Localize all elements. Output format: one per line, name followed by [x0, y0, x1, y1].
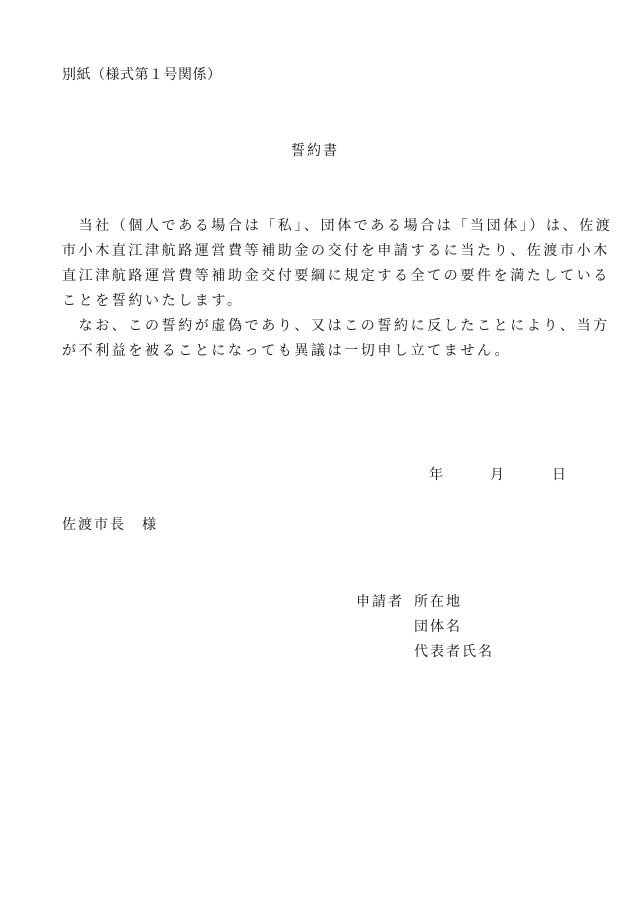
applicant-label: 申請者 — [356, 594, 404, 610]
date-year-label: 年 — [429, 467, 443, 483]
body-line: なお、この誓約が虚偽であり、又はこの誓約に反したことにより、当方 — [62, 318, 610, 334]
address-label: 所在地 — [414, 594, 462, 610]
body-line: 当社（個人である場合は「私」、団体である場合は「当団体」）は、佐渡 — [62, 218, 613, 234]
body-line: 市小木直江津航路運営費等補助金の交付を申請するに当たり、佐渡市小木 — [62, 243, 610, 259]
representative-label: 代表者氏名 — [414, 644, 494, 660]
body-line: ことを誓約いたします。 — [62, 293, 244, 309]
addressee: 佐渡市長 様 — [62, 517, 158, 533]
body-line: が不利益を被ることになっても異議は一切申し立てません。 — [62, 343, 512, 359]
attachment-label: 別紙（様式第１号関係） — [62, 67, 222, 83]
organization-label: 団体名 — [414, 619, 462, 635]
date-day-label: 日 — [552, 467, 566, 483]
document-title: 誓約書 — [291, 143, 339, 159]
body-line: 直江津航路運営費等補助金交付要綱に規定する全ての要件を満たしている — [62, 268, 610, 284]
date-month-label: 月 — [490, 467, 504, 483]
